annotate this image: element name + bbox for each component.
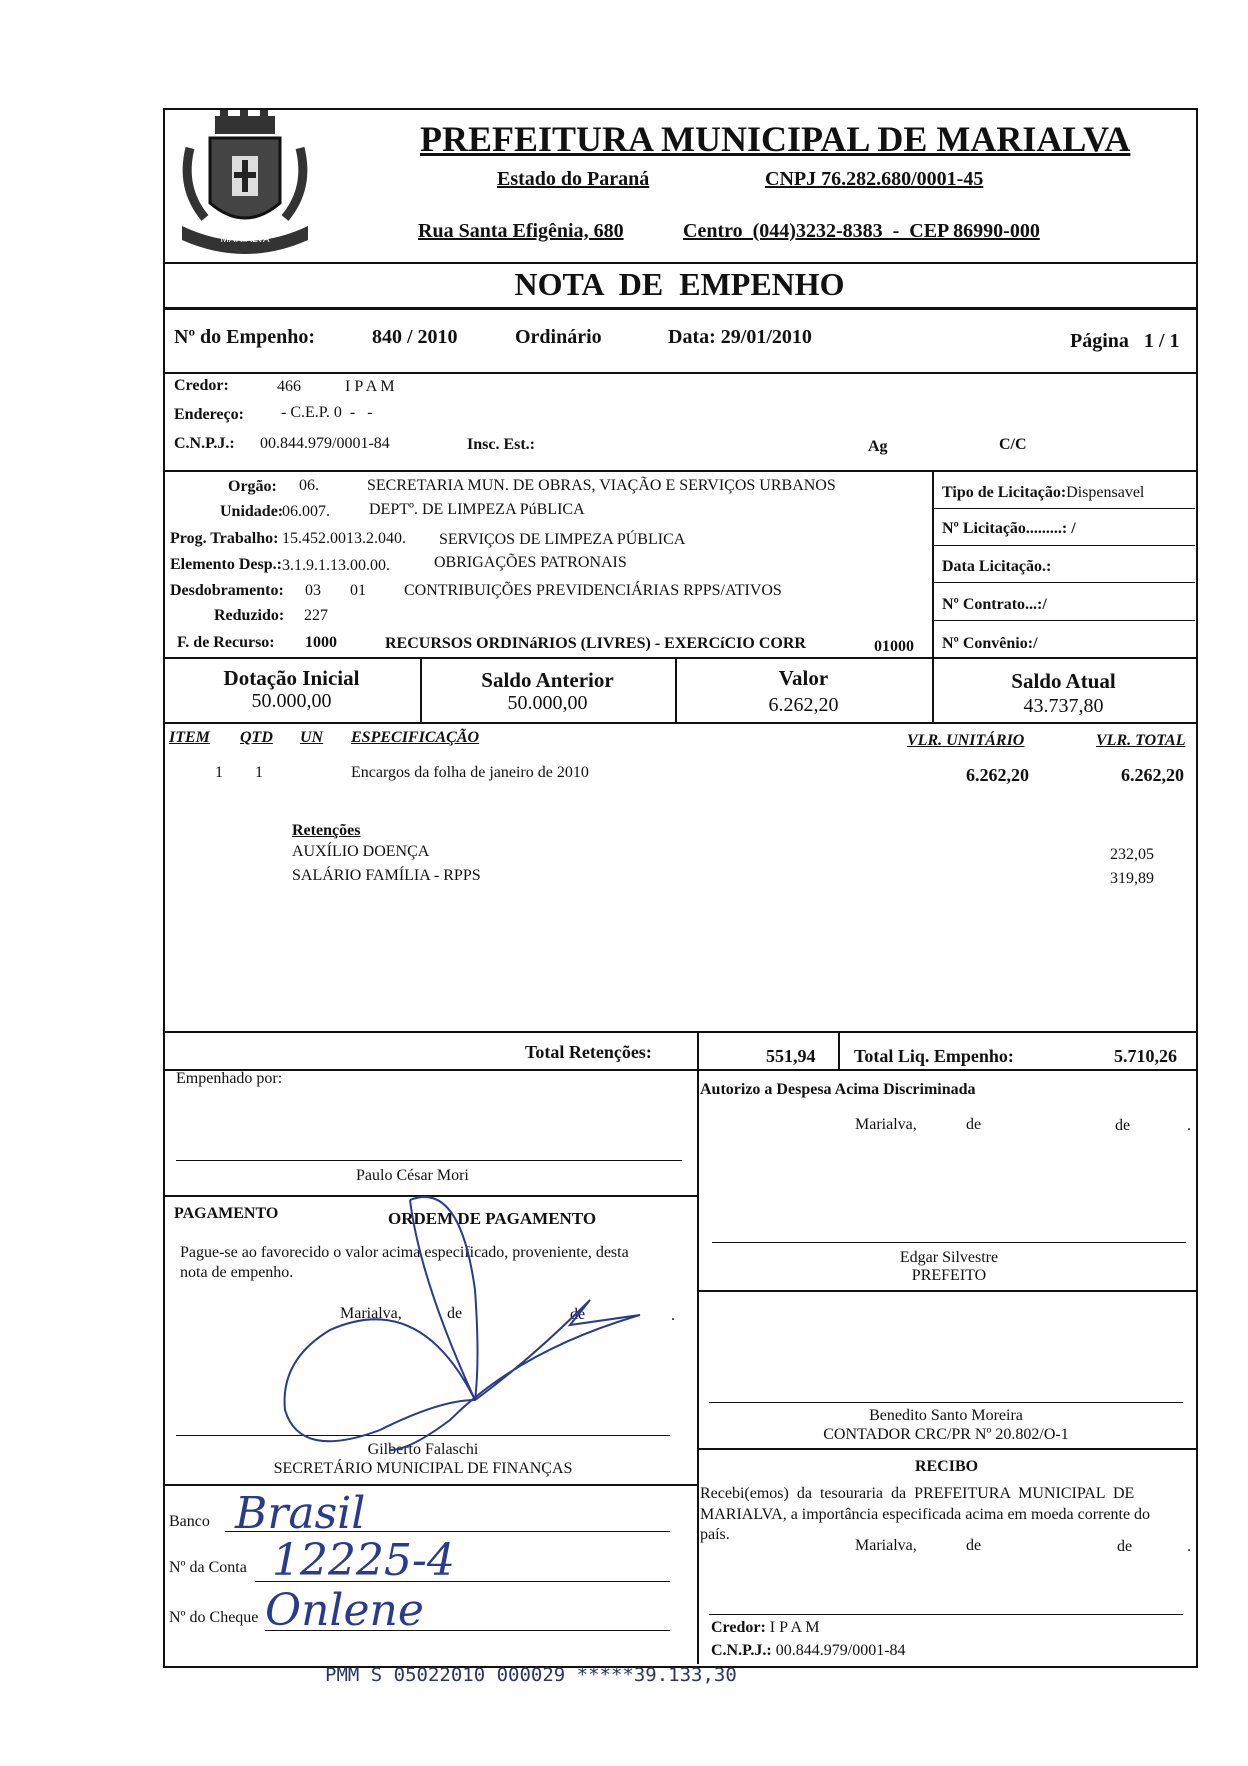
numero-contrato: Nº Contrato...:/	[942, 596, 1047, 613]
item-vlr-total: 6.262,20	[1121, 765, 1184, 785]
col-vlr-unitario: VLR. UNITÁRIO	[907, 732, 1025, 749]
autorizo-end: .	[1187, 1117, 1191, 1134]
recurso-label: F. de Recurso:	[177, 634, 275, 651]
recibo-line-1: Recebi(emos) da tesouraria da PREFEITURA MUNICIPAL DE	[700, 1485, 1135, 1502]
atual-label: Saldo Atual	[1011, 669, 1116, 693]
municipal-crest-icon	[170, 108, 320, 258]
endereco-label: Endereço:	[174, 406, 244, 423]
cc-label: C/C	[999, 436, 1027, 453]
empenho-date: Data: 29/01/2010	[668, 326, 812, 348]
footer-cnpj-label: C.N.P.J.:	[711, 1642, 772, 1659]
tipo-licitacao	[942, 484, 1144, 502]
orgao-code: 06.	[299, 477, 319, 494]
col-item: ITEM	[169, 729, 210, 746]
footer-credor	[711, 1619, 819, 1637]
elemento-desc: OBRIGAÇÕES PATRONAIS	[434, 554, 627, 571]
dotacao-label: Dotação Inicial	[223, 666, 360, 690]
atual-value: 43.737,80	[1023, 695, 1104, 717]
signature-scribble-icon	[270, 1160, 670, 1460]
credor-code: 466	[277, 378, 301, 395]
total-retencoes-value: 551,94	[766, 1046, 816, 1066]
recurso-desc: RECURSOS ORDINáRIOS (LIVRES) - EXERCíCIO CORR	[385, 635, 806, 652]
desdobramento-desc: CONTRIBUIÇÕES PREVIDENCIÁRIAS RPPS/ATIVOS	[404, 582, 782, 599]
header-state: Estado do Paraná	[497, 168, 650, 190]
recibo-line-2: MARIALVA, a importância especificada acima em moeda corrente do	[700, 1506, 1151, 1523]
footer-credor-value: I P A M	[769, 1619, 820, 1636]
footer-credor-label: Credor:	[711, 1619, 766, 1636]
credor-name: I P A M	[345, 378, 395, 395]
recibo-de1: de	[966, 1537, 982, 1554]
recurso-code: 1000	[305, 634, 337, 651]
validation-stamp: PMM S 05022010 000029 *****39.133,30	[325, 1664, 737, 1686]
header-address: Centro (044)3232-8383 - CEP 86990-000	[683, 220, 1040, 242]
header-street: Rua Santa Efigênia, 680	[418, 220, 624, 242]
anterior-label: Saldo Anterior	[481, 668, 614, 692]
desdobramento-code1: 03	[305, 582, 321, 599]
prog-code: 15.452.0013.2.040.	[282, 530, 406, 547]
conta-handwritten: 12225-4	[272, 1535, 455, 1586]
autorizo-de2: de	[1115, 1117, 1131, 1134]
desdobramento-code2: 01	[350, 582, 366, 599]
recibo-de2: de	[1117, 1538, 1133, 1555]
desdobramento-label: Desdobramento:	[170, 582, 284, 599]
orgao-desc: SECRETARIA MUN. DE OBRAS, VIAÇÃO E SERVIÇOS URBANOS	[367, 477, 836, 494]
data-licitacao: Data Licitação.:	[942, 558, 1052, 575]
unidade-code: 06.007.	[282, 503, 330, 520]
pagamento-text-2: nota de empenho.	[180, 1264, 294, 1281]
recibo-title: RECIBO	[914, 1458, 979, 1475]
banco-handwritten: Brasil	[235, 1488, 366, 1539]
retencao-label: SALÁRIO FAMÍLIA - RPPS	[292, 867, 481, 884]
contador-role: CONTADOR CRC/PR Nº 20.802/O-1	[823, 1426, 1069, 1443]
empenhado-label: Empenhado por:	[176, 1070, 283, 1087]
banco-label: Banco	[169, 1513, 210, 1530]
crest-ribbon: MARIALVA	[220, 234, 270, 245]
empenho-page: Página 1 / 1	[1070, 330, 1180, 352]
valor-label: Valor	[778, 666, 829, 690]
recurso-code2: 01000	[874, 638, 914, 655]
recibo-line-3: país.	[700, 1526, 730, 1543]
prefeito-name: Edgar Silvestre	[899, 1249, 999, 1266]
total-liq-value: 5.710,26	[1114, 1046, 1177, 1066]
retencao-value: 232,05	[1110, 846, 1154, 863]
valor-value: 6.262,20	[768, 694, 839, 716]
insc-label: Insc. Est.:	[467, 436, 536, 453]
contador-name: Benedito Santo Moreira	[869, 1407, 1023, 1424]
cheque-label: Nº do Cheque	[169, 1609, 259, 1626]
pagamento-de2: de	[570, 1306, 586, 1323]
recibo-end: .	[1187, 1538, 1191, 1555]
prefeito-role: PREFEITO	[911, 1267, 987, 1284]
recibo-place: Marialva,	[855, 1537, 917, 1554]
pagamento-place: Marialva,	[340, 1305, 402, 1322]
item-qtd: 1	[255, 764, 263, 781]
numero-convenio: Nº Convênio:/	[942, 635, 1038, 652]
item-especificacao: Encargos da folha de janeiro de 2010	[351, 764, 589, 781]
empenho-type: Ordinário	[515, 326, 602, 348]
total-liq-label: Total Liq. Empenho:	[854, 1046, 1014, 1066]
item-vlr-unitario: 6.262,20	[966, 765, 1029, 785]
col-especificacao: ESPECIFICAÇÃO	[351, 729, 480, 746]
anterior-value: 50.000,00	[507, 692, 588, 714]
pagamento-label: PAGAMENTO	[174, 1205, 279, 1222]
autorizo-de1: de	[966, 1116, 982, 1133]
cheque-handwritten: Onlene	[265, 1585, 424, 1636]
col-qtd: QTD	[240, 729, 273, 746]
autorizo-place: Marialva,	[855, 1116, 917, 1133]
elemento-label: Elemento Desp.:	[170, 556, 282, 573]
secretario-name: Gilberto Falaschi	[367, 1441, 479, 1458]
credor-label: Credor:	[174, 377, 229, 394]
retencao-label: AUXÍLIO DOENÇA	[292, 843, 430, 860]
col-un: UN	[300, 729, 324, 746]
empenho-number: 840 / 2010	[372, 326, 458, 348]
prog-label: Prog. Trabalho:	[170, 530, 279, 547]
footer-cnpj	[711, 1642, 906, 1660]
pagamento-text-1: Pague-se ao favorecido o valor acima especificado, proveniente, desta	[180, 1244, 629, 1261]
retencao-value: 319,89	[1110, 870, 1154, 887]
tipo-licitacao-value: Dispensavel	[1066, 484, 1145, 501]
col-vlr-total: VLR. TOTAL	[1096, 732, 1186, 749]
endereco-value: - C.E.P. 0 - -	[281, 404, 373, 421]
autorizo-title: Autorizo a Despesa Acima Discriminada	[700, 1081, 976, 1098]
ordem-pagamento: ORDEM DE PAGAMENTO	[388, 1209, 597, 1228]
footer-cnpj-value: 00.844.979/0001-84	[775, 1642, 906, 1659]
orgao-label: Orgão:	[228, 478, 277, 495]
pagamento-de1: de	[447, 1305, 463, 1322]
header-cnpj: CNPJ 76.282.680/0001-45	[765, 168, 984, 190]
secretario-role: SECRETÁRIO MUNICIPAL DE FINANÇAS	[273, 1460, 573, 1477]
cnpj-label: C.N.P.J.:	[174, 435, 235, 452]
reduzido-value: 227	[304, 607, 328, 624]
tipo-licitacao-label: Tipo de Licitação:	[942, 484, 1067, 501]
doc-title: NOTA DE EMPENHO	[514, 266, 845, 302]
empenho-label: Nº do Empenho:	[174, 326, 316, 348]
header-title: PREFEITURA MUNICIPAL DE MARIALVA	[420, 119, 1131, 159]
elemento-code: 3.1.9.1.13.00.00.	[282, 557, 390, 574]
empenhado-name: Paulo César Mori	[356, 1167, 469, 1184]
total-retencoes-label: Total Retenções:	[525, 1042, 652, 1062]
dotacao-value: 50.000,00	[251, 690, 332, 712]
item-number: 1	[215, 764, 223, 781]
pagamento-end: .	[671, 1307, 675, 1324]
unidade-desc: DEPTº. DE LIMPEZA PúBLICA	[369, 501, 585, 518]
ag-label: Ag	[868, 438, 888, 455]
numero-licitacao: Nº Licitação.........: /	[942, 520, 1076, 537]
conta-label: Nº da Conta	[169, 1559, 247, 1576]
reduzido-label: Reduzido:	[214, 607, 285, 624]
retencoes-title: Retenções	[292, 822, 361, 839]
unidade-label: Unidade:	[220, 503, 284, 520]
prog-desc: SERVIÇOS DE LIMPEZA PÚBLICA	[439, 531, 686, 548]
cnpj-value: 00.844.979/0001-84	[260, 435, 390, 452]
